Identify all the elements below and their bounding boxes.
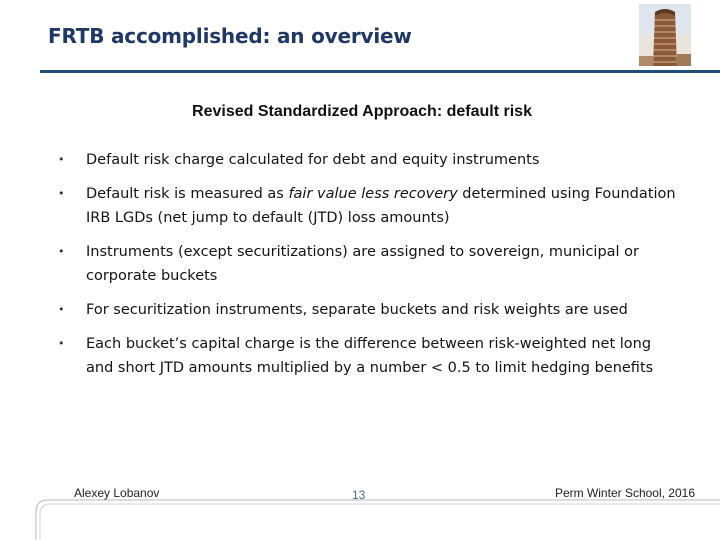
bullet-item — [58, 148, 678, 172]
bullet-text: Default risk charge calculated for debt and equity instruments — [86, 152, 540, 168]
bullet-item — [58, 182, 678, 230]
slide-subtitle: Revised Standardized Approach: default risk — [192, 103, 532, 120]
bullet-marker: • — [58, 337, 65, 350]
bullet-list — [58, 148, 678, 390]
building-photo-icon — [639, 4, 691, 66]
bullet-item — [58, 298, 678, 322]
bullet-marker: • — [58, 153, 65, 166]
slide-title: FRTB accomplished: an overview — [48, 24, 412, 48]
bullet-italic-text: fair value less recovery — [288, 186, 458, 202]
bullet-item — [58, 240, 678, 288]
bullet-marker: • — [58, 187, 65, 200]
bullet-marker: • — [58, 245, 65, 258]
bullet-text: Each bucket’s capital charge is the difference between risk-weighted net long and short JTD amounts multiplied by a number < 0.5 to limit hedging benefits — [86, 336, 654, 376]
bullet-text: Default risk is measured as — [86, 186, 289, 202]
bullet-item — [58, 332, 678, 380]
footer-author: Alexey Lobanov — [74, 486, 160, 500]
header-rule — [40, 70, 720, 73]
bullet-text: Instruments (except securitizations) are assigned to sovereign, municipal or corporate buckets — [86, 244, 640, 284]
page-number: 13 — [352, 488, 366, 502]
slide-footer — [0, 480, 720, 540]
footer-event: Perm Winter School, 2016 — [554, 486, 695, 500]
bullet-marker: • — [58, 303, 65, 316]
bullet-text-continued: determined using Foundation IRB LGDs (net jump to default (JTD) loss amounts) — [86, 186, 676, 226]
bullet-text: For securitization instruments, separate buckets and risk weights are used — [86, 302, 628, 318]
